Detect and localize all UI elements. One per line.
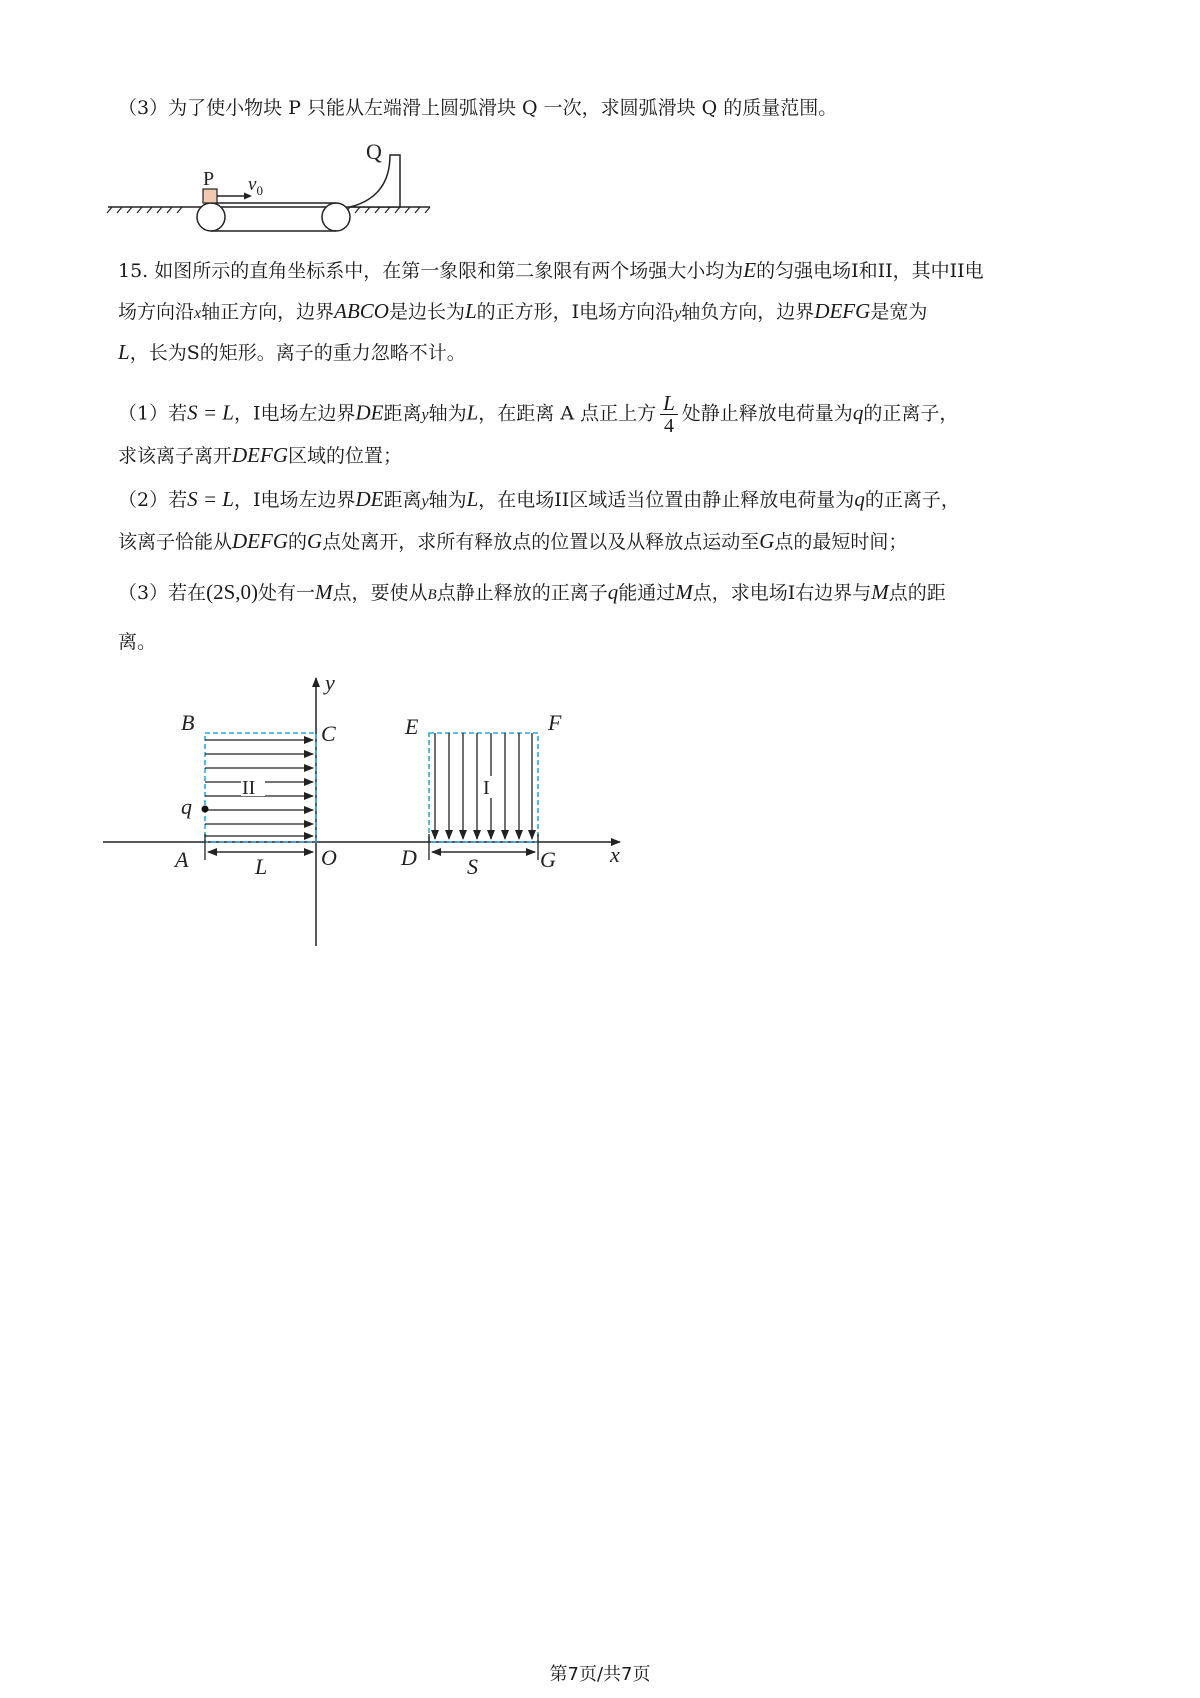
label-L: L (255, 854, 268, 879)
figure-conveyor-arc (100, 135, 440, 240)
label-x: x (610, 842, 620, 867)
label-E: E (405, 714, 419, 739)
page-footer: 第7页/共7页 (549, 1664, 651, 1685)
label-D: D (401, 845, 417, 870)
block-p (203, 189, 217, 203)
q15-part3-line2: 离。 (118, 631, 157, 653)
label-q: q (181, 794, 192, 819)
label-C: C (321, 721, 336, 746)
label-O: O (321, 845, 337, 870)
label-field-ii: II (242, 777, 256, 799)
q14-part3: （3）为了使小物块 P 只能从左端滑上圆弧滑块 Q 一次，求圆弧滑块 Q 的质量范围。 (118, 97, 838, 119)
label-F: F (548, 710, 562, 735)
charge-q-dot (202, 806, 209, 813)
label-q: Q (366, 139, 382, 164)
label-field-i: I (483, 777, 490, 799)
label-G: G (540, 847, 556, 872)
label-B: B (181, 710, 195, 735)
q15-part2-line2: 该离子恰能从DEFG的G点处离开，求所有释放点的位置以及从释放点运动至G点的最短时间； (118, 529, 908, 553)
q15-part1-line1: （1）若S = L，I电场左边界DE距离y轴为L，在距离 A 点正上方 $\frac{L}{4}$ 处静止释放电荷量为q的正离子， (118, 391, 959, 437)
label-p: P (203, 168, 215, 190)
label-y: y (325, 670, 335, 695)
q15-part3-line1: （3）若在(2S,0)处有一M点，要使从B点静止释放的正离子q能通过M点，求电场I右边界与M点的距 (118, 580, 946, 604)
figure-electric-fields (95, 668, 685, 958)
label-S: S (467, 854, 478, 879)
fraction-l-over-4: $\frac{L}{4}$ (660, 392, 678, 437)
label-A: A (175, 847, 189, 872)
q15-line2: 场方向沿x轴正方向，边界ABCO是边长为L的正方形，I电场方向沿y轴负方向，边界DEFG是宽为 (118, 299, 928, 323)
q15-line3: L，长为S的矩形。离子的重力忽略不计。 (118, 340, 466, 364)
q15-part1-line2: 求该离子离开DEFG区域的位置； (118, 443, 403, 467)
ground-hatch (107, 207, 430, 213)
q15-part2-line1: （2）若S = L，I电场左边界DE距离y轴为L，在电场II区域适当位置由静止释放电荷量为q的正离子， (118, 487, 960, 511)
label-v0: $v_0$ (248, 174, 263, 198)
dimension-s (429, 834, 538, 860)
q15-line1: 15. 如图所示的直角坐标系中，在第一象限和第二象限有两个场强大小均为E的匀强电场I和II，其中II电 (118, 258, 984, 282)
